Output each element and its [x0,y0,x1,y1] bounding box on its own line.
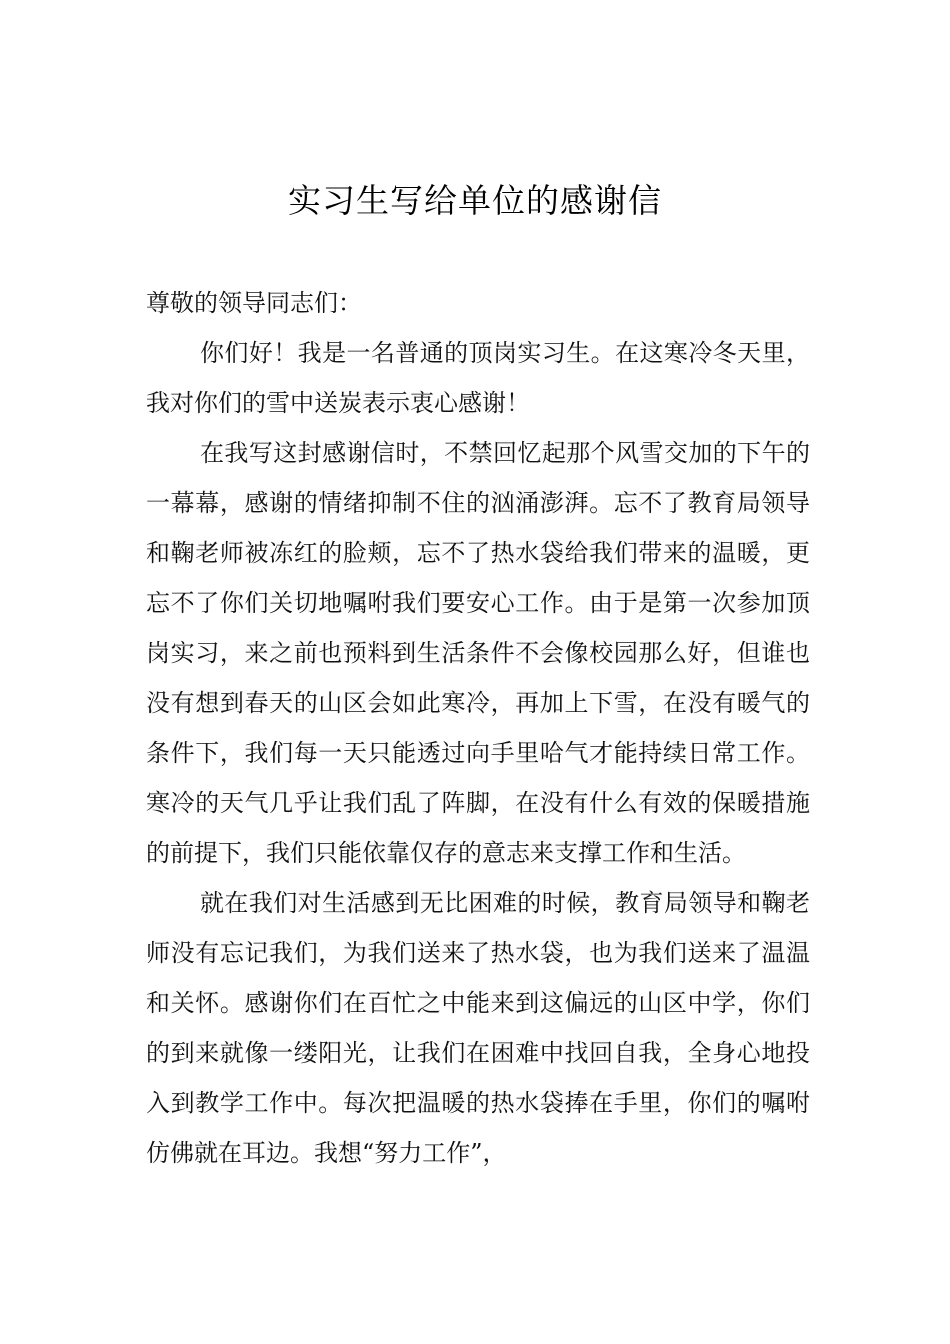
paragraph-3: 就在我们对生活感到无比困难的时候，教育局领导和鞠老师没有忘记我们，为我们送来了热水袋，也为我们送来了温温和关怀。感谢你们在百忙之中能来到这偏远的山区中学，你们的到来就像一缕阳光，让我们在困难中找回自我，全身心地投入到教学工作中。每次把温暖的热水袋捧在手里，你们的嘱咐仿佛就在耳边。我想“努力工作”， [146,889,810,1167]
paragraph-2: 在我写这封感谢信时，不禁回忆起那个风雪交加的下午的一幕幕，感谢的情绪抑制不住的汹涌澎湃。忘不了教育局领导和鞠老师被冻红的脸颊，忘不了热水袋给我们带来的温暖，更忘不了你们关切地嘱咐我们要安心工作。由于是第一次参加顶岗实习，来之前也预料到生活条件不会像校园那么好，但谁也没有想到春天的山区会如此寒冷，再加上下雪，在没有暖气的条件下，我们每一天只能透过向手里哈气才能持续日常工作。寒冷的天气几乎让我们乱了阵脚，在没有什么有效的保暖措施的前提下，我们只能依靠仅存的意志来支撑工作和生活。 [146,439,810,867]
document-title: 实习生写给单位的感谢信 [288,181,662,220]
letter-body [146,278,810,1178]
paragraph-1: 你们好！我是一名普通的顶岗实习生。在这寒冷冬天里，我对你们的雪中送炭表示衷心感谢！ [146,339,810,417]
salutation: 尊敬的领导同志们： [146,289,362,317]
